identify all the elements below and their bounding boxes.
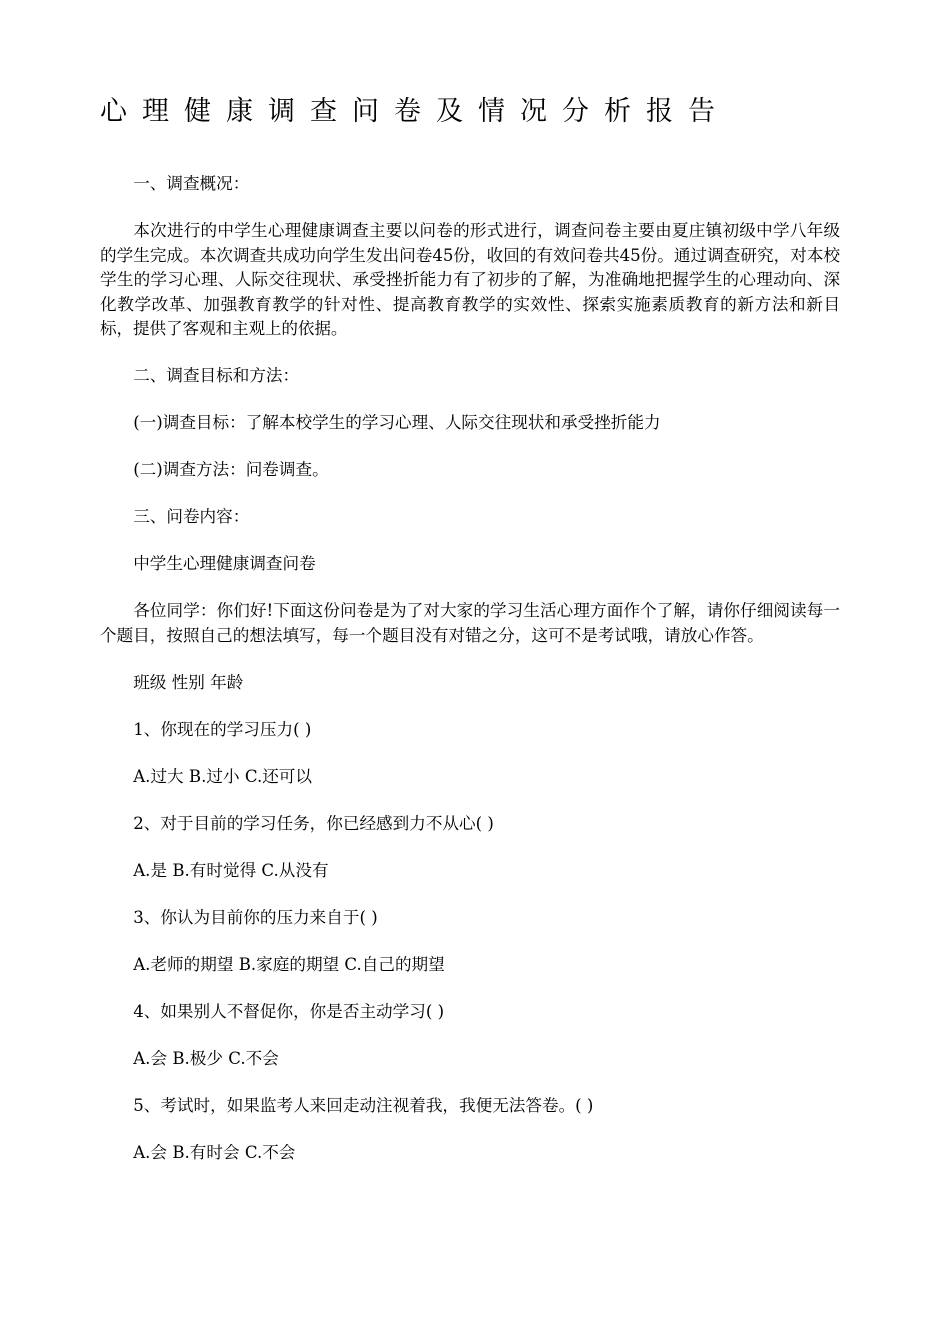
overview-paragraph: 本次进行的中学生心理健康调查主要以问卷的形式进行，调查问卷主要由夏庄镇初级中学八年级的学生完成。本次调查共成功向学生发出问卷45份，收回的有效问卷共45份。通过调查研究，对本校学生的学习心理、人际交往现状、承受挫折能力有了初步的了解，为准确地把握学生的心理动向、深化教学改革、加强教育教学的针对性、提高教育教学的实效性、探索实施素质教育的新方法和新目标，提供了客观和主观上的依据。 (100, 221, 840, 338)
question-1-options: A.过大 B.过小 C.还可以 (133, 766, 312, 786)
question-5: 5、考试时，如果监考人来回走动注视着我，我便无法答卷。( ) (133, 1095, 594, 1115)
section-heading-overview: 一、调查概况： (133, 174, 250, 193)
question-2: 2、对于目前的学习任务，你已经感到力不从心( ) (133, 813, 494, 833)
questionnaire-title: 中学生心理健康调查问卷 (133, 554, 316, 573)
question-4: 4、如果别人不督促你，你是否主动学习( ) (133, 1001, 445, 1021)
question-5-options: A.会 B.有时会 C.不会 (133, 1142, 296, 1162)
question-4-options: A.会 B.极少 C.不会 (133, 1048, 279, 1068)
question-3-options: A.老师的期望 B.家庭的期望 C.自己的期望 (133, 954, 445, 974)
question-2-options: A.是 B.有时觉得 C.从没有 (133, 860, 329, 880)
survey-method: (二)调查方法：问卷调查。 (133, 460, 329, 479)
document-title: 心理健康调查问卷及情况分析报告 (100, 96, 730, 127)
questionnaire-intro: 各位同学：你们好!下面这份问卷是为了对大家的学习生活心理方面作个了解，请你仔细阅读每一个题目，按照自己的想法填写，每一个题目没有对错之分，这可不是考试哦，请放心作答。 (100, 601, 840, 645)
section-heading-goals-methods: 二、调查目标和方法： (133, 366, 300, 385)
document-body (100, 172, 840, 1188)
survey-goal: (一)调查目标：了解本校学生的学习心理、人际交往现状和承受挫折能力 (133, 413, 661, 432)
question-3: 3、你认为目前你的压力来自于( ) (133, 907, 378, 927)
question-1: 1、你现在的学习压力( ) (133, 719, 312, 739)
respondent-info-fields: 班级 性别 年龄 (133, 672, 244, 692)
section-heading-content: 三、问卷内容： (133, 507, 250, 526)
